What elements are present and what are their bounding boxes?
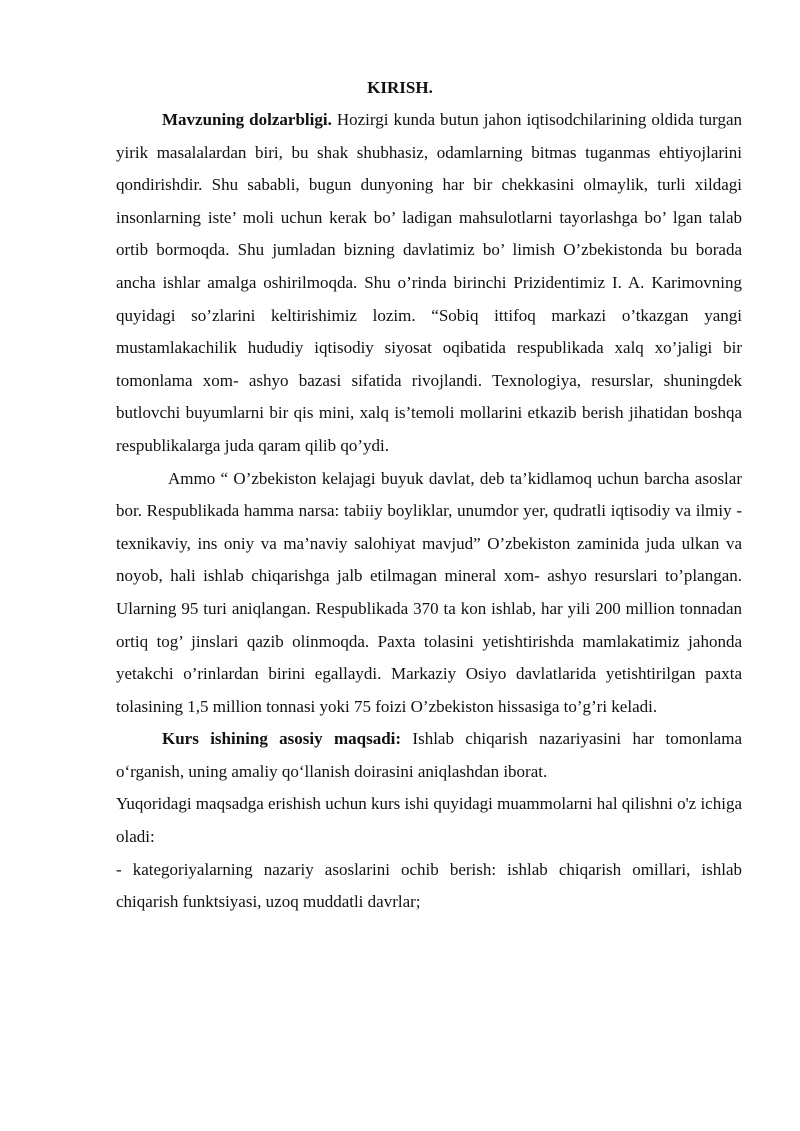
paragraph-tasks-intro: Yuqoridagi maqsadga erishish uchun kurs ishi quyidagi muammolarni hal qilishni o'z ichiga oladi: (116, 794, 742, 847)
paragraph-relevance (116, 104, 742, 463)
paragraph-text-relevance: Hozirgi kunda butun jahon iqtisodchilarining oldida turgan yirik masalalardan biri, bu shak shubhasiz, odamlarning bitmas tuganmas ehtiyojlarini qondirishdir. Shu sababli, bugun dunyoning har bir chekkasini olmaylik, turli xildagi insonlarning iste’ moli uchun kerak bo’ ladigan mahsulotlarni tayorlashga bo’ lgan talab ortib bormoqda. Shu jumladan bizning davlatimiz bo’ limish O’zbekistonda bu borada ancha ishlar amalga oshirilmoqda. Shu o’rinda birinchi Prizidentimiz I. A. Karimovning quyidagi so’zlarini keltirishimiz lozim. “Sobiq ittifoq markazi o’tkazgan yangi mustamlakachilik hududiy iqtisodiy siyosat oqibatida respublikada xalq xo’jaligi bir tomonlama xom- ashyo bazasi sifatida rivojlandi. Texnologiya, resurslar, shuningdek butlovchi buyumlarni bir qis mini, xalq is’temoli mollarini etkazib berish jihatidan boshqa respublikalarga juda qaram qilib qo’ydi. (116, 110, 742, 455)
paragraph-text-goal: Ishlab chiqarish nazariyasini har tomonlama o‘rganish, uning amaliy qo‘llanish doirasini aniqlashdan iborat. (116, 729, 742, 781)
document-body (116, 104, 742, 919)
paragraph-task-item: - kategoriyalarning nazariy asoslarini ochib berish: ishlab chiqarish omillari, ishlab chiqarish funktsiyasi, uzoq muddatli davrlar; (116, 859, 742, 912)
page-title: KIRISH. (367, 78, 433, 97)
paragraph-lead-relevance: Mavzuning dolzarbligi. (162, 110, 332, 129)
paragraph-lead-goal: Kurs ishining asosiy maqsadi: (162, 729, 402, 749)
paragraph-goal (116, 723, 742, 788)
paragraph-resources: Ammo “ O’zbekiston kelajagi buyuk davlat, deb ta’kidlamoq uchun barcha asoslar bor. Respublikada hamma narsa: tabiiy boyliklar, unumdor yer, qudratli iqtisodiy va ilmiy - texnikaviy, ins oniy va ma’naviy salohiyat mavjud” O’zbekiston zaminida juda ulkan va noyob, hali ishlab chiqarishga jalb etilmagan mineral xom- ashyo resurslari to’plangan. Ularning 95 turi aniqlangan. Respublikada 370 ta kon ishlab, har yili 200 million tonnadan ortiq tog’ jinslari qazib olinmoqda. Paxta tolasini yetishtirishda mamlakatimiz jahonda yetakchi o’rinlardan birini egallaydi. Markaziy Osiyo davlatlarida yetishtirilgan paxta tolasining 1,5 million tonnasi yoki 75 foizi O’zbekiston hissasiga to’g’ri keladi. (116, 468, 742, 716)
